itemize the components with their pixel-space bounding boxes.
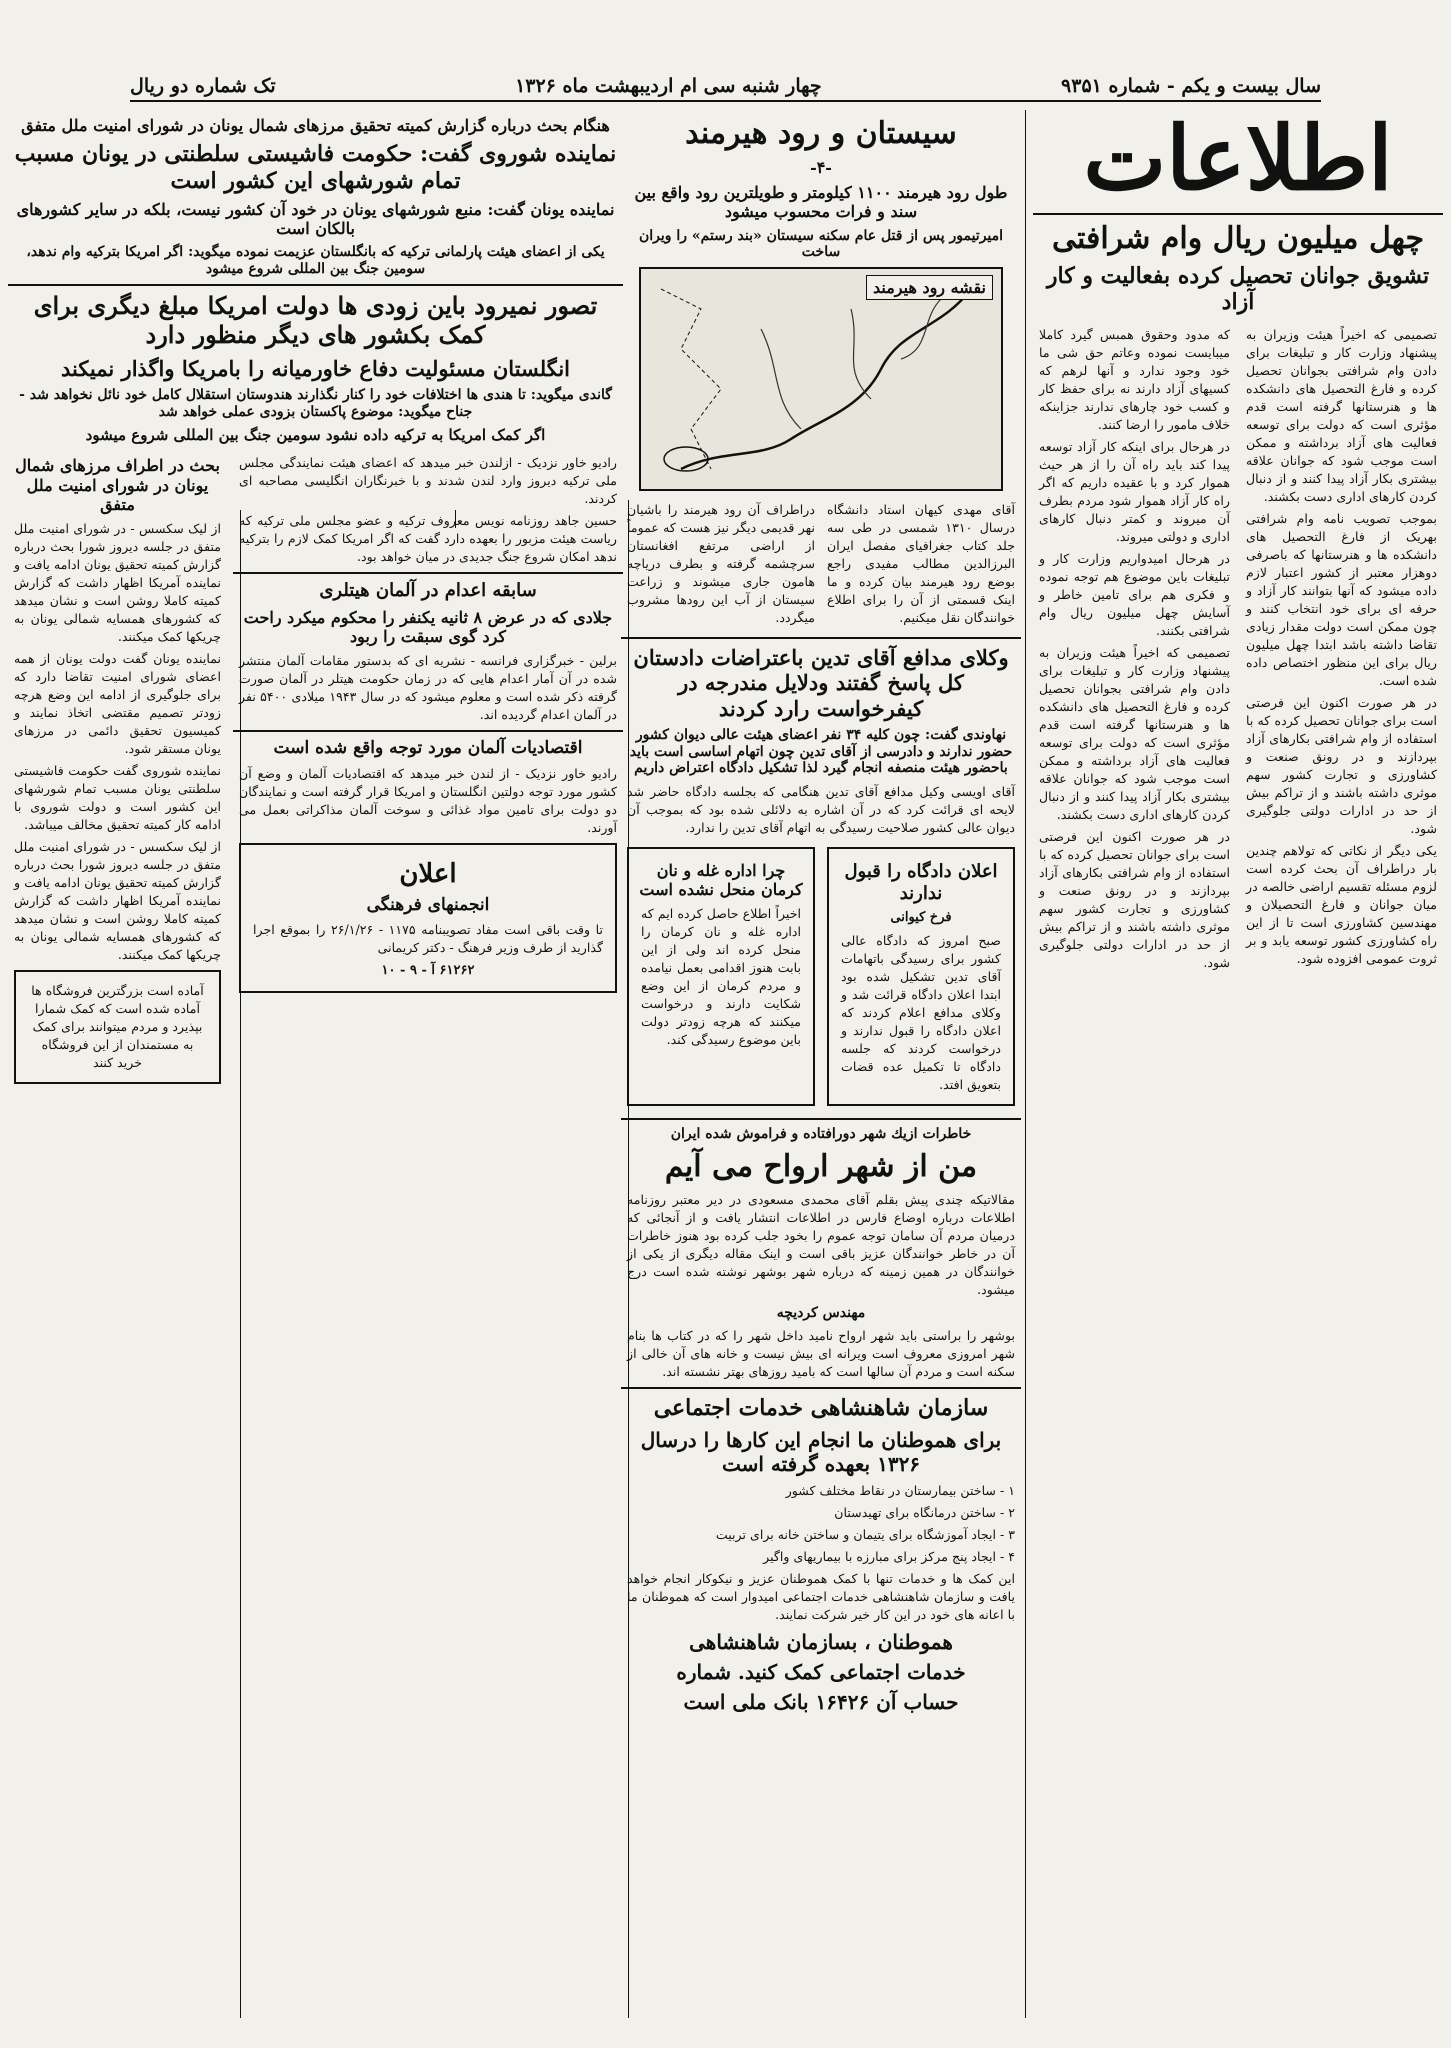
article-text: از لیک سکسس - در شورای امنیت ملل متفق در جلسه دیروز شورا بحث درباره گزارش کمیته تحقیق یونان ادامه یافت و نماینده آمریکا اظهار داشت که گزارش کمیته کاملا روشن است و نشان میدهد که کشورهای همسایه شمالی یونان به چریکها کمک میکنند. — [14, 838, 221, 962]
headline-greece-rep: نماینده یونان گفت: منبع شورشهای یونان در خود آن کشور نیست، بلکه در سایر کشورهای بالکان است — [16, 199, 615, 239]
article-text: صبح امروز که دادگاه عالی کشور برای رسیدگی باتهامات آقای تدین تشکیل شده بود ابتدا اعلان دادگاه قرائت شد و وکلای مدافع اعلام کردند که اعلان دادگاه را قبول ندارند و درخواست کردند که جلسه دادگاه تا تکمیل عده قضات بتعویق افتد. — [841, 932, 1001, 1092]
subheadline-sistan-2: امیرتیمور پس از قتل عام سکنه سیستان «بند رستم» را ویران ساخت — [638, 227, 1004, 261]
article-text: برلین - خبرگزاری فرانسه - نشریه ای که بدستور مقامات آلمان منتشر شده در آن آمار اعدام هایی که در زمان حکومت هیتلر در آلمان صورت گرفته ذکر شده است و معلوم میشود که در سال ۱۹۴۳ میلادی ۵۴۰۰ نفر در آلمان اعدام گردیده اند. — [239, 653, 618, 723]
headline-social: سازمان شاهنشاهی خدمات اجتماعی — [653, 1395, 989, 1422]
ad-culture — [239, 843, 617, 993]
subheadline-execution: جلادی که در عرض ۸ ثانیه یکنفر را محکوم میکرد راحت کرد گوی سبقت را ربود — [243, 607, 613, 647]
tributary-lines — [761, 299, 941, 429]
headline-soviet: نماینده شوروی گفت: حکومت فاشیستی سلطنتی در یونان مسبب تمام شورشهای این کشور است — [14, 141, 617, 194]
issue-price: تک شماره دو ریال — [130, 75, 276, 97]
author: مهندس کردیچه — [776, 1304, 866, 1321]
masthead-logo: اطلاعات — [1083, 110, 1393, 210]
list-item: ۴ - ایجاد پنج مرکز برای مبارزه با بیماریهای واگیر — [763, 1548, 1015, 1564]
lead-india: گاندی میگوید: تا هندی ها اختلافات خود را کنار نگذارند هندوستان استقلال کامل خود نائل نخواهد شد - جناح میگوید: موضوع پاکستان بزودی عملی خواهد شد — [19, 386, 612, 420]
box-kerman — [627, 847, 815, 1106]
map-drawing — [641, 269, 1001, 489]
issue-date: چهار شنبه سی ام اردیبهشت ماه ۱۳۲۶ — [515, 75, 822, 97]
headline-america-aid: تصور نمیرود باین زودی ها دولت امریکا مبلغ دیگری برای کمک بکشور های دیگر منظور دارد — [33, 290, 598, 349]
article-text: نماینده شوروی گفت حکومت فاشیستی سلطنتی یونان مسبب تمام شورشهای این کشور است و دولت شوروی با ادامه کار کمیته تحقیق مخالف میباشد. — [14, 762, 221, 832]
column-center — [621, 110, 1021, 2040]
article-text: این کمک ها و خدمات تنها با کمک هموطنان عزیز و نیکوکار انجام خواهد یافت و سازمان شاهنشاهی خدمات اجتماعی امیدوار است که هموطنان ما با اعانه های خود در این کار خیر شرکت نمایند. — [627, 1570, 1015, 1622]
list-item: ۲ - ساختن درمانگاه برای تهیدستان — [834, 1504, 1015, 1520]
border-line — [661, 289, 721, 469]
article-text: رادیو خاور نزدیک - ازلندن خبر میدهد که اعضای هیئت نمایندگی مجلس ملی ترکیه دیروز وارد لندن شدند و با خبرنگاران انگلیسی مصاحبه ای کردند. — [239, 455, 617, 507]
article-text: در هرحال امیدواریم وزارت کار و تبلیغات باین موضوع هم توجه نموده و فکری هم برای تامین خاطر و آسایش چهل میلیون ریال وام شرافتی بکنند. — [1039, 550, 1230, 638]
series-number: -۴- — [810, 158, 832, 177]
issue-header — [130, 72, 1321, 102]
lead-turkey-2: اگر کمک امریکا به ترکیه داده نشود سومین جنگ بین المللی شروع میشود — [85, 426, 546, 445]
article-text: دراطراف آن رود هیرمند را باشیان نهر قدیمی دیگر نیز هست که عموماً از اراضی مرتفع افغانستان سرچشمه گرفته و بطرف دریاچه هامون جاری میشوند و زراعت سیستان از آب این رودها مشروب میگردد. — [627, 502, 815, 626]
article-text: مقالاتیکه چندی پیش بقلم آقای محمدی مسعودی در دیر معتبر روزنامه اطلاعات درباره اوضاع فارس در اطلاعات انتشار یافت و از آنجائی که درمیان مردم آن سامان توجه عموم را بخود جلب کرده بود هنوز خاطرات آن در خاطر خوانندگان عزیز باقی است و اینک مقاله دیگری از یکی از خوانندگان در همین زمینه که درباره شهر بوشهر نوشته شده است درج میشود. — [627, 1191, 1015, 1297]
article-text: یکی دیگر از نکاتی که تولاهم چندین بار دراطراف آن بحث کرده است لزوم مسئله تقسیم اراضی خالصه در میان جوانان و فارغ التحصیلان و مهندسین کشاورزی است تا از این راه کشاورزی کشور توسعه یابد و بر ثروت عمومی افزوده شود. — [1246, 842, 1437, 966]
article-text: در هر صورت اکنون این فرصتی است برای جوانان تحصیل کرده که با استفاده از وام شرافتی بکارهای آزاد بپردازند و در رونق صنعت و کشاورزی و تجارت کشور سهم موثری داشته باشند و از تراکم بیش از حد در ادارات دولتی جلوگیری شود. — [1039, 828, 1230, 970]
ad-title: اعلان — [399, 858, 457, 889]
column-left — [8, 110, 623, 2040]
left-subcolumn — [233, 450, 623, 1090]
column-right — [1033, 110, 1443, 2018]
headline-bushehr: من از شهر ارواح می آیم — [664, 1148, 978, 1184]
article-text: بوشهر را براستی باید شهر ارواح نامید داخل شهر را که در کتاب ها بنام شهر امروزی معروف است ویرانه ای بیش نیست و خانه های آن خالی از سکنه است و مردم آن سالها است که بامید روزهای بهتر نشسته اند. — [627, 1328, 1015, 1380]
byline: فرخ کیوانی — [890, 910, 952, 926]
ad-text: تا وقت باقی است مفاد تصویبنامه ۱۱۷۵ - ۲۶/۱/۲۶ را بموقع اجرا گذارید از طرف وزیر فرهنگ - دکتر کریمانی — [253, 922, 603, 956]
article-text: نماینده یونان گفت دولت یونان از همه اعضای شورای امنیت تقاضا دارد که برای جلوگیری از ادامه این وضع هرچه زودتر تصمیم مقتضی اتخاذ نمایند و کمیسیون تحقیق دائمی در مرزهای یونان مستقر شود. — [14, 650, 221, 756]
helmand-map — [639, 267, 1003, 491]
lead-turkey: یکی از اعضای هیئت پارلمانی ترکیه که بانگلستان عزیمت نموده میگوید: اگر امریکا بترکیه وام ندهد، سومین جنگ بین المللی شروع میشود — [26, 244, 605, 278]
article-text: حسین جاهد روزنامه نویس معروف ترکیه و عضو مجلس ملی ترکیه که ریاست هیئت مزبور را بعهده دارد گفت که اگر امریکا کمک لازم را بترکیه ندهد امکان شروع جنگ جدیدی در میان خواهد بود. — [239, 513, 617, 565]
headline-germany-economy: اقتصادیات آلمان مورد توجه واقع شده است — [273, 738, 583, 759]
headline-greece: هنگام بحث درباره گزارش کمیته تحقیق مرزهای شمال یونان در شورای امنیت ملل متفق — [21, 116, 610, 135]
article-text: از لیک سکسس - در شورای امنیت ملل متفق در جلسه دیروز شورا بحث درباره گزارش کمیته تحقیق یونان ادامه یافت و نماینده آمریکا اظهار داشت که گزارش کمیته کاملا روشن است و نشان میدهد که کشورهای همسایه شمالی یونان به چریکها کمک میکنند. — [14, 520, 221, 644]
article-text: تصمیمی که اخیراً هیئت وزیران به پیشنهاد وزارت کار و تبلیغات برای دادن وام شرافتی بجوانان تحصیل کرده و فارغ التحصیل های دانشکده ها و هنرستانها گرفته است قدم مؤثری است که دولت برای توسعه فعالیت های آزاد برداشته و ممکن است موجب شود که جوانان علاقه بیشتری بکار آزاد پیدا کنند و از دنبال کردن کارهای اداری دست بکشند. — [1246, 326, 1437, 504]
article-text: آقای مهدی کیهان استاد دانشگاه درسال ۱۳۱۰ شمسی در طی سه جلد کتاب جغرافیای مفصل ایران البرزالدین مطالب مفیدی راجع بوضع رود هیرمند بیان کرده و ما اینک قسمتی از آن را برای اطلاع خوانندگان نقل میکنیم. — [827, 502, 1016, 626]
article-text: تصمیمی که اخیراً هیئت وزیران به پیشنهاد وزارت کار و تبلیغات برای دادن وام شرافتی بجوانان تحصیل کرده و فارغ التحصیل های دانشکده ها و هنرستانها گرفته است قدم مؤثری است که دولت برای توسعه فعالیت های آزاد برداشته و ممکن است موجب شود که جوانان علاقه بیشتری بکار آزاد پیدا کنند و از دنبال کردن کارهای اداری دست بکشند. — [1039, 644, 1230, 822]
headline-security-council: بحث در اطراف مرزهای شمال یونان در شورای امنیت ملل متفق — [15, 456, 220, 514]
box-shop-notice — [14, 970, 221, 1084]
article-text: آقای اویسی وکیل مدافع آقای تدین هنگامی که بجلسه دادگاه حاضر شد لایحه ای قرائت کرد که در آن اشاره به دلائلی شده بود که بموجب آن دیوان عالی کشور صلاحیت رسیدگی به اتهام آقای تدین را ندارد. — [627, 784, 1015, 836]
left-mid-subcolumn — [8, 450, 227, 1090]
list-item: ۱ - ساختن بیمارستان در نقاط مختلف کشور — [785, 1482, 1015, 1498]
kicker-bushehr: خاطرات ازیك شهر دورافتاده و فراموش شده ایران — [670, 1125, 972, 1142]
subheadline-loan: تشویق جوانان تحصیل کرده بفعالیت و کار آزاد — [1046, 262, 1430, 316]
appeal-line: هموطنان ، بسازمان شاهنشاهی — [689, 1629, 953, 1654]
headline-kerman: چرا اداره غله و نان کرمان منحل نشده است — [639, 861, 803, 900]
subheadline-sistan: طول رود هیرمند ۱۱۰۰ کیلومتر و طویلترین رود واقع بین سند و فرات محسوب میشود — [634, 183, 1008, 222]
box-text: آماده است بزرگترین فروشگاه ها آماده شده است که کمک شمارا بپذیرد و مردم میتوانند برای کمک به مستمندان از این فروشگاه خرید کنند — [31, 982, 204, 1070]
headline-sistan: سیستان و رود هیرمند — [685, 116, 957, 151]
river-line — [681, 289, 971, 469]
headline-tadayon: وکلای مدافع آقای تدین باعتراضات دادستان کل پاسخ گفتند ودلایل مندرجه در کیفرخواست رارد کردند — [633, 645, 1009, 721]
box-court-notice — [827, 847, 1015, 1106]
article-text: در هرحال برای اینکه کار آزاد توسعه پیدا کند باید راه آن را از هر حیث هموار کرد و با عقیده داریم که اگر راه کار آزاد هموار شود مردم بطرف آن میروند و کمتر دنبال کارهای اداری و دولتی میروند. — [1039, 438, 1230, 544]
list-item: ۳ - ایجاد آموزشگاه برای یتیمان و ساختن خانه برای تربیت — [715, 1526, 1015, 1542]
ad-subtitle: انجمنهای فرهنگی — [366, 894, 490, 915]
appeal-line: خدمات اجتماعی کمک کنید. شماره — [676, 1659, 966, 1684]
year-issue: سال بیست و یکم - شماره ۹۳۵۱ — [1061, 75, 1321, 97]
article-text: رادیو خاور نزدیک - از لندن خبر میدهد که اقتصادیات آلمان و وضع آن کشور مورد توجه دولتین انگلستان و امریکا قرار گرفته است و نمایندگان دو دولت برای تامین مواد غذائی و سوخت آلمان مذاکراتی بعمل می آورند. — [239, 765, 617, 835]
article-text: بموجب تصویب نامه وام شرافتی بهریک از فارغ التحصیل های دانشکده ها و هنرستانها که باصرفی دوهزار معتبر از کشور اعتبار لازم داده میشود که آنها بتوانند کار آزاد و حرفه ای برای خود انتخاب کنند و چون ممکن است دولت مقدار زیادی تقاضا داشته باشد ابتدا چهل میلیون ریال برای این منظور اختصاص داده شده است. — [1246, 510, 1437, 688]
article-text: در هر صورت اکنون این فرصتی است برای جوانان تحصیل کرده که با استفاده از وام شرافتی بکارهای آزاد بپردازند و در رونق صنعت و کشاورزی و تجارت کشور سهم موثری داشته باشند و از تراکم بیش از حد در ادارات دولتی جلوگیری شود. — [1246, 694, 1437, 836]
map-title: نقشه رود هیرمند — [866, 275, 993, 300]
column-divider — [1025, 110, 1026, 2018]
headline-england: انگلستان مسئولیت دفاع خاورمیانه را بامریکا واگذار نمیکند — [60, 355, 571, 381]
subheadline-social: برای هموطنان ما انجام این کارها را درسال ۱۳۲۶ بعهده گرفته است — [640, 1427, 1002, 1476]
headline-loan: چهل میلیون ریال وام شرافتی — [1051, 220, 1425, 256]
headline-court: اعلان دادگاه را قبول ندارند — [844, 861, 998, 904]
headline-execution: سابقه اعدام در آلمان هیتلری — [319, 580, 537, 602]
ad-code: ۶۱۲۶۲ آ - ۹ - ۱۰ — [381, 963, 475, 979]
appeal-line: حساب آن ۱۶۴۲۶ بانک ملی است — [683, 1689, 959, 1714]
subheadline-tadayon: نهاوندی گفت: چون کلیه ۳۴ نفر اعضای هیئت عالی دیوان کشور حضور ندارند و دادرسی از آقای تدین چون اتهام اساسی است باید باحضور هیئت منصفه انجام گیرد لذا تشکیل دادگاه اعتراض داریم — [629, 726, 1013, 777]
article-text: که مدود وحقوق همبس گیرد کاملا میبایست نموده وعاتم حق شی ما خود وجود ندارد و آنها لرهم که کسیهای آزاد دارند نه برای حفظ کار و کسب خود چارهای ندارند جزاینکه خلاف مامور را ارضا کنند. — [1039, 326, 1230, 432]
article-text: اخیراً اطلاع حاصل کرده ایم که اداره غله و نان کرمان را منحل کرده اند ولی از این بابت هنوز اقدامی بعمل نیامده و مردم کرمان از این وضع شکایت دارند و درخواست میکنند که هرچه زودتر دولت باین موضوع رسیدگی کند. — [641, 906, 801, 1048]
